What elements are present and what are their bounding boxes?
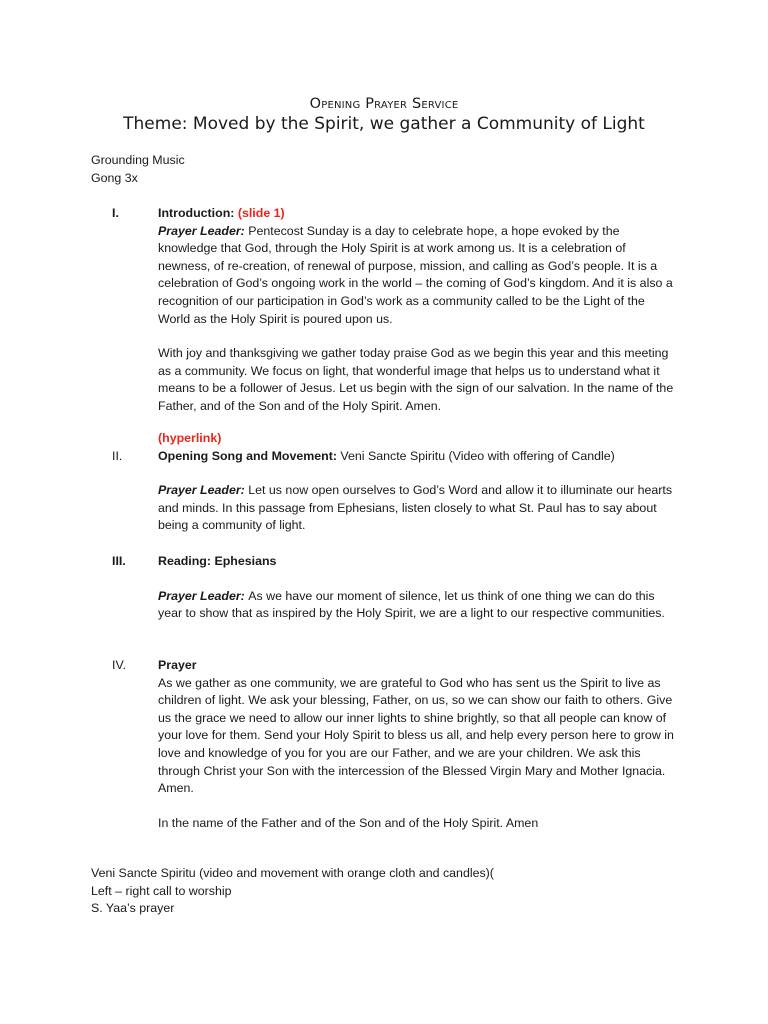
section-2-heading-rest: Veni Sancte Spiritu (Video with offering of Candle) [340, 448, 615, 463]
section-2-leader-label: Prayer Leader: [158, 483, 249, 498]
section-4-text-2: In the name of the Father and of the Son and of the Holy Spirit. Amen [158, 815, 539, 830]
section-1-leader-label: Prayer Leader: [158, 223, 249, 238]
section-1-text-2: With joy and thanksgiving we gather today praise God as we begin this year and this meeting as a community. We focus on light, that wonderful image that helps us to understand what it means to be a follower of Jesus. Let us begin with the sign of our salvation. In the name of the Father, and of the Son and of the Holy Spirit. Amen. [158, 346, 674, 413]
section-4-numeral: IV. [112, 658, 127, 672]
section-3-paragraph-1 [158, 588, 678, 623]
document-title: Opening Prayer Service [309, 96, 459, 112]
closing-line-3: S. Yaa’s prayer [91, 901, 175, 915]
section-2-text-1: Let us now open ourselves to God’s Word and allow it to illuminate our hearts and minds. In this passage from Ephesians, listen closely to what St. Paul has to say about being a community of light. [158, 483, 673, 533]
preamble-line-music: Grounding Music [91, 153, 185, 167]
section-2-paragraph-1 [158, 482, 678, 535]
section-1 [158, 205, 678, 416]
section-1-slide-note: (slide 1) [237, 206, 285, 220]
section-2 [158, 430, 678, 535]
section-3-numeral: III. [112, 554, 126, 568]
closing-line-1: Veni Sancte Spiritu (video and movement with orange cloth and candles)( [91, 866, 494, 880]
section-2-hyperlink-note: (hyperlink) [158, 431, 222, 445]
section-4-text-1: As we gather as one community, we are grateful to God who has sent us the Spirit to live as children of light. We ask your blessing, Father, on us, so we can show our faith to others. Give us the grace we need to allow our inner lights to shine brightly, so that all people can know of your love for them. Send your Holy Spirit to bless us all, and help every person here to grow in love and knowledge of you for you are our Father, and we are your children. We ask this through Christ your Son with the intercession of the Blessed Virgin Mary and Mother Ignacia. Amen. [158, 675, 674, 796]
section-3-heading: Reading: Ephesians [158, 554, 277, 568]
section-4 [158, 657, 678, 832]
section-4-heading: Prayer [158, 658, 197, 672]
section-1-heading-line [158, 205, 678, 223]
section-1-heading: Introduction: [158, 206, 238, 220]
section-3 [158, 553, 678, 623]
closing-line-2: Left – right call to worship [91, 883, 232, 898]
section-1-numeral: I. [112, 206, 119, 220]
section-2-numeral: II. [112, 449, 123, 463]
document-theme: Theme: Moved by the Spirit, we gather a Community of Light [123, 114, 645, 134]
section-1-text-1: Pentecost Sunday is a day to celebrate hope, a hope evoked by the knowledge that God, through the Holy Spirit is at work among us. It is a celebration of newness, of re-creation, of renewal of purpose, mission, and calling as God’s people. It is a celebration of God’s ongoing work in the world – the coming of God’s kingdom. And it is also a recognition of our participation in God’s work as a community called to be the Light of the World as the Holy Spirit is poured upon us. [158, 223, 673, 326]
section-1-paragraph-1 [158, 223, 678, 329]
section-2-heading-line [158, 448, 678, 466]
title-block [0, 95, 768, 135]
section-2-heading: Opening Song and Movement: [158, 448, 341, 463]
preamble-line-gong: Gong 3x [91, 171, 138, 185]
section-3-leader-label: Prayer Leader: [158, 588, 249, 603]
section-3-text-1: As we have our moment of silence, let us think of one thing we can do this year to show that as inspired by the Holy Spirit, we are a light to our respective communities. [158, 588, 665, 621]
closing-notes [91, 865, 494, 918]
